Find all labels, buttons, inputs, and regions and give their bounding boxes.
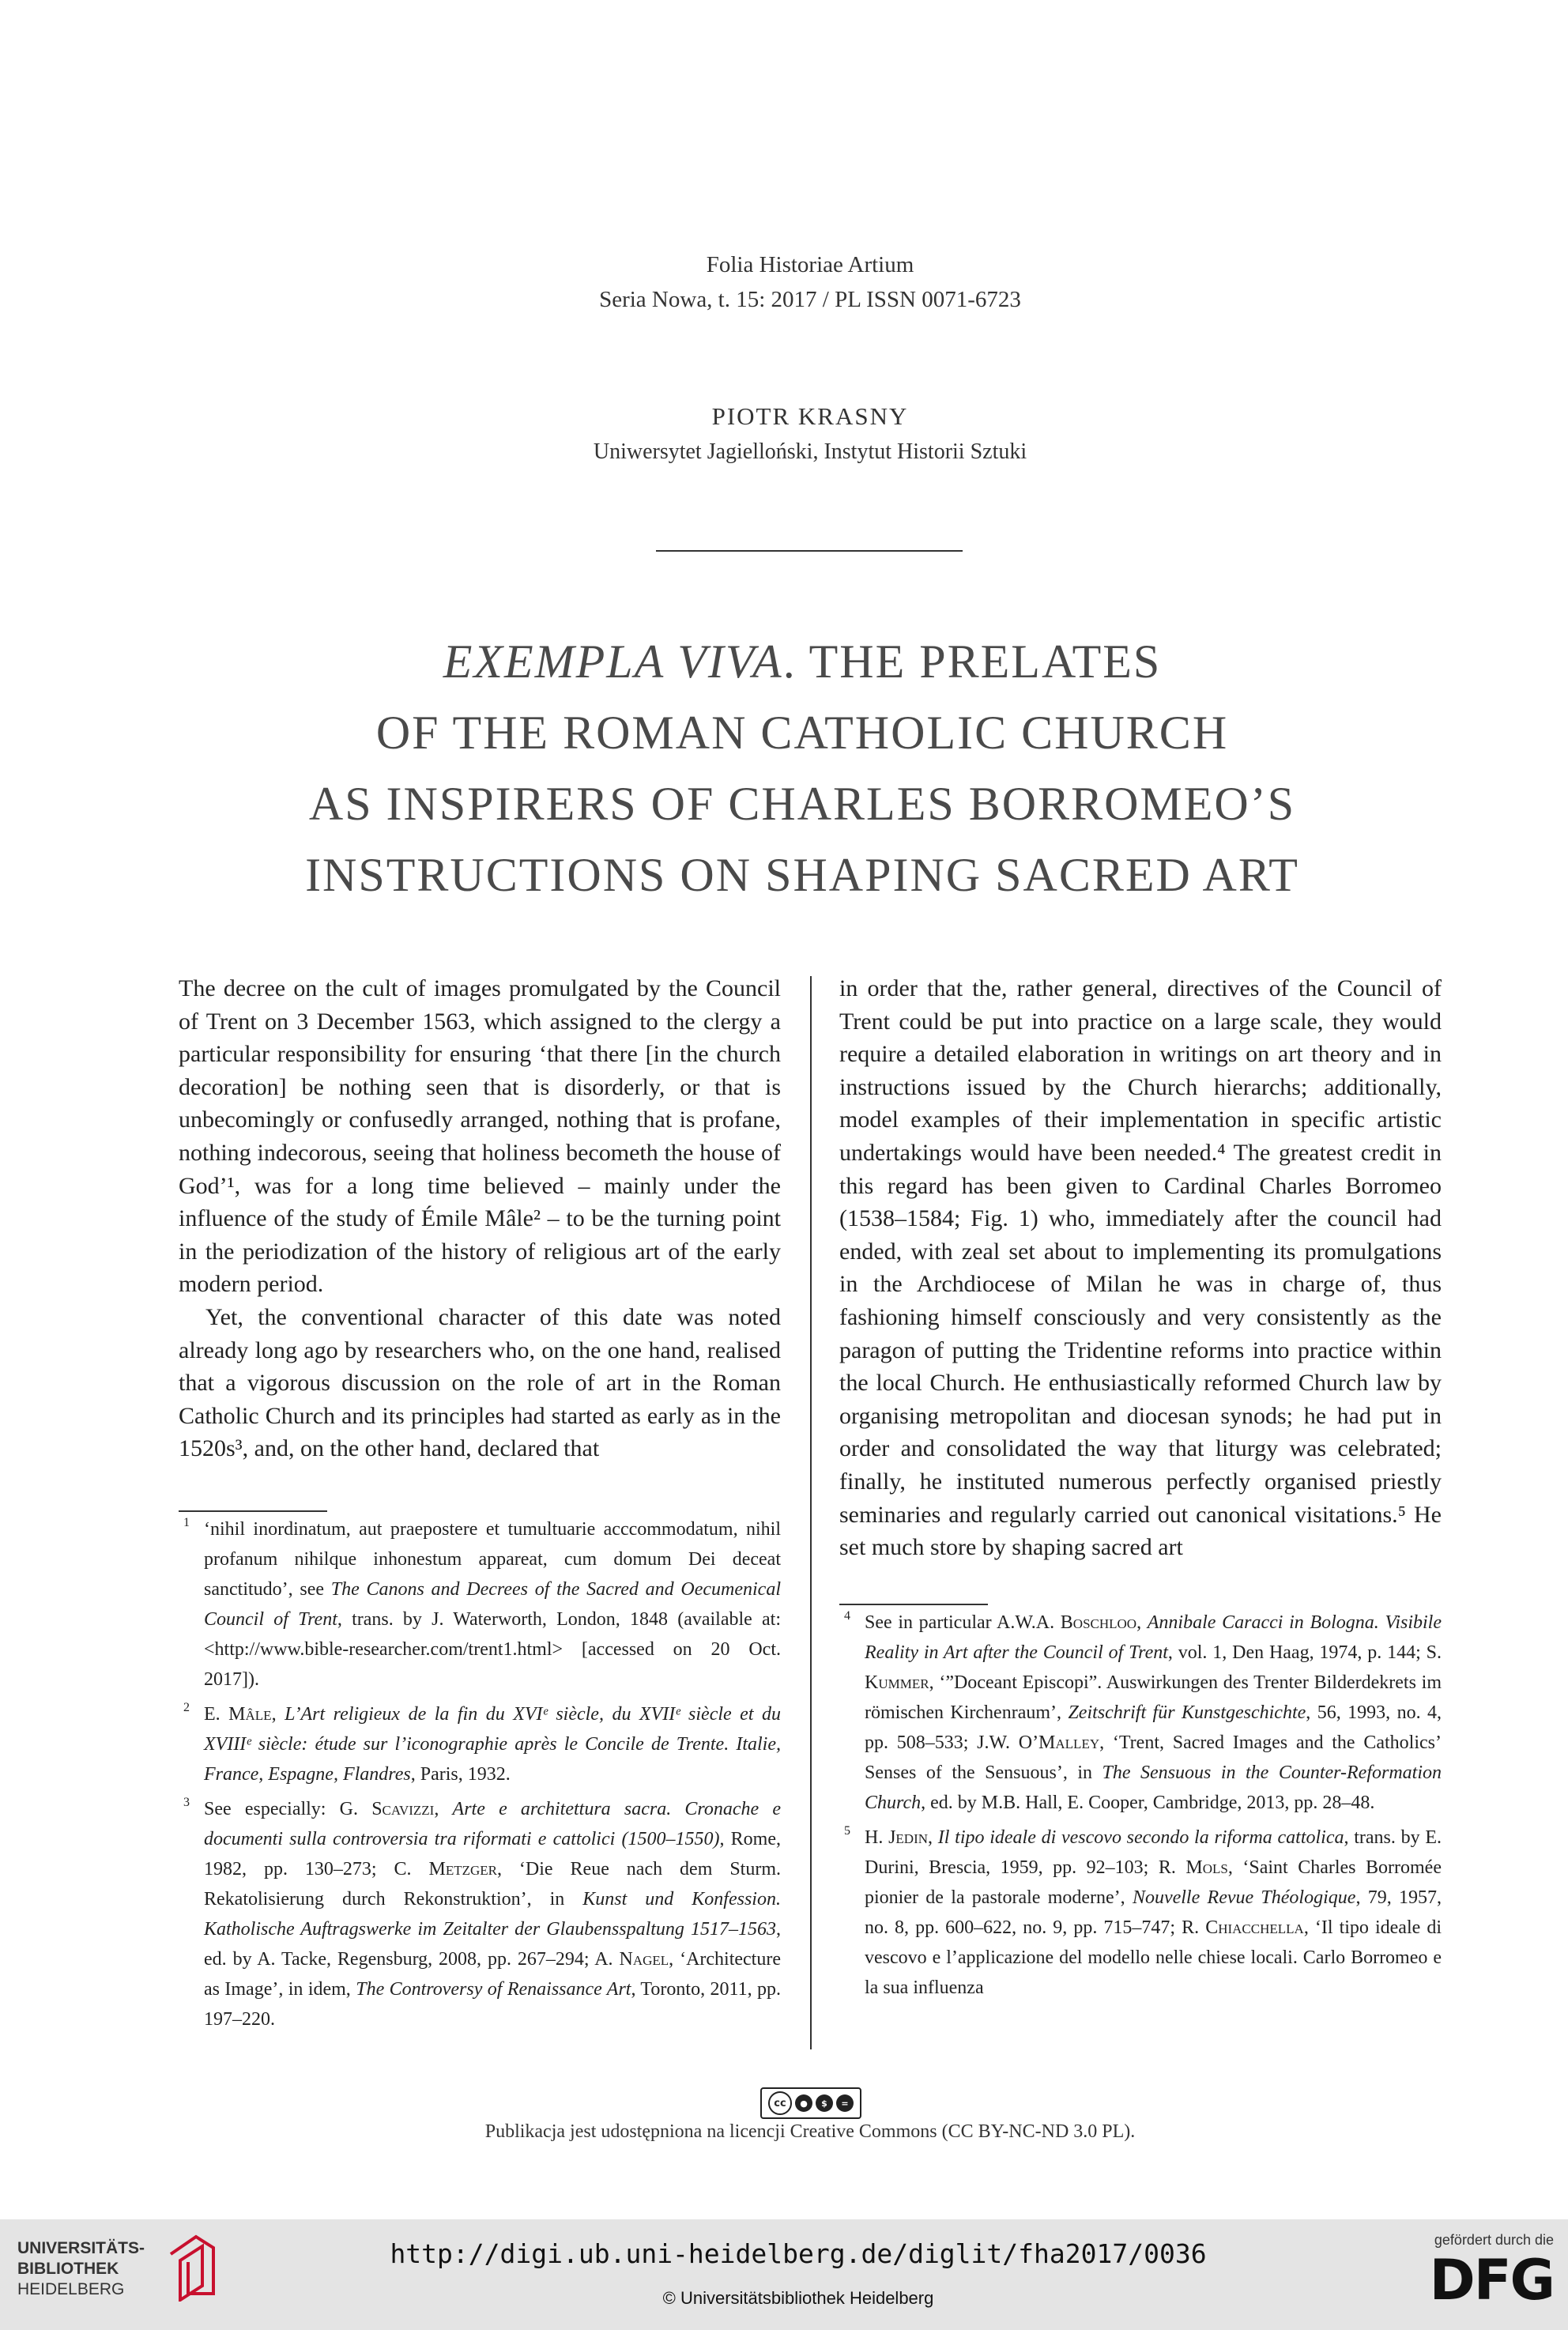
footnotes-right	[839, 1608, 1442, 2008]
footnote-title: Kunst und Konfession. Katholische Auftragswerke im Zeitalter der Glaubensspaltung 1517–1563	[204, 1889, 781, 1940]
footnote-number: 1	[183, 1516, 190, 1529]
cc-license-badge[interactable]	[760, 2087, 861, 2119]
noderivatives-icon: =	[836, 2094, 854, 2112]
footnote-text: , trans. by E. Durini, Brescia, 1959, pp. 92–103; R.	[865, 1827, 1442, 1878]
footnote-text: , ‘Architecture as Image’, in idem,	[204, 1949, 781, 2000]
author-name: PIOTR KRASNY	[711, 402, 909, 430]
footnote-text: E.	[204, 1704, 229, 1725]
logo-line-2: BIBLIOTHEK	[17, 2260, 119, 2278]
footnote-text: , Paris, 1932.	[410, 1764, 511, 1785]
footnote-text: , ‘Saint Charles Borromée pionier de la pastorale moderne’,	[865, 1857, 1442, 1908]
paragraph: Yet, the conventional character of this date was noted already long ago by researchers who, on the one hand, realised that a vigorous discussion on the role of art in the Roman Catholic Church and its principles had started as early as in the 1520s³, and, on the other hand, declared that	[179, 1303, 781, 1462]
footnote-title: Annibale Caracci in Bologna. Visibile Reality in Art after the Council of Trent	[865, 1612, 1442, 1663]
footnote-author: Boschloo	[1060, 1612, 1137, 1633]
footnote-title: L’Art religieux de la fin du XVIᵉ siècle, du XVIIᵉ siècle et du XVIIIᵉ siècle: étude sur l’iconographie après le Concile de Trente. Italie, France, Espagne, Flandres	[204, 1704, 781, 1785]
footnote-text: ,	[928, 1827, 938, 1848]
footnote-author: O’Malley	[1018, 1732, 1100, 1753]
footnote-author: Scavizzi	[371, 1799, 435, 1819]
footnote-number: 4	[844, 1609, 850, 1623]
noncommercial-icon: $	[816, 2094, 833, 2112]
footnote-3	[179, 1794, 781, 2034]
footnote-2	[179, 1699, 781, 1789]
page-url[interactable]: http://digi.ub.uni-heidelberg.de/diglit/fha2017/0036	[390, 2238, 1207, 2269]
title-italic: EXEMPLA VIVA	[443, 635, 783, 688]
dfg-logo[interactable]: DFG	[1429, 2248, 1554, 2313]
journal-header	[0, 247, 1568, 317]
dfg-caption: gefördert durch die	[1434, 2232, 1554, 2248]
footnote-rule	[179, 1510, 327, 1512]
footnote-text: , trans. by J. Waterworth, London, 1848 (available at: <http://www.bible-researcher.com/trent1.html> [accessed on 20 Oct. 2017]).	[204, 1609, 781, 1690]
body-column-right	[839, 972, 1442, 1564]
title-line-1	[0, 626, 1568, 697]
article-title	[0, 626, 1568, 911]
footnotes-left	[179, 1514, 781, 2039]
title-line-3: AS INSPIRERS OF CHARLES BORROMEO’S	[308, 778, 1296, 830]
footnote-text: , ‘Trent, Sacred Images and the Catholics’ Senses of the Sensuous’, in	[865, 1732, 1442, 1783]
paragraph: in order that the, rather general, directives of the Council of Trent could be put into practice on a large scale, they would require a detailed elaboration in writings on art theory and in instructions issued by the Church hierarchs; additionally, model examples of their implementation in specific artistic undertakings would have been needed.⁴ The greatest credit in this regard has been given to Cardinal Charles Borromeo (1538–1584; Fig. 1) who, immediately after the council had ended, with zeal set about to implementing its promulgations in the Archdiocese of Milan he was in charge of, thus fashioning himself consciously and very consistently as the paragon of putting the Tridentine reforms into practice within the local Church. He enthusiastically reformed Church law by organising metropolitan and diocesan synods; he had put in order and consolidated the way that liturgy was celebrated; finally, he instituted numerous perfectly organised priestly seminaries and regularly carried out canonical visitations.⁵ He set much store by shaping sacred art	[839, 975, 1442, 1561]
footer-bar	[0, 2219, 1568, 2330]
author-block	[0, 398, 1568, 469]
paragraph: The decree on the cult of images promulgated by the Council of Trent on 3 December 1563, which assigned to the clergy a particular responsibility for ensuring ‘that there [in the church decoration] be nothing seen that is disorderly, or that is unbecomingly or confusedly arranged, nothing that is profane, nothing indecorous, seeing that holiness becometh the house of God’¹, was for a long time believed – mainly under the influence of the study of Émile Mâle² – to be the turning point in the periodization of the history of religious art of the early modern period.	[179, 975, 781, 1298]
footnote-1	[179, 1514, 781, 1695]
footnote-text: H.	[865, 1827, 889, 1848]
footnote-author: Mols	[1185, 1857, 1228, 1878]
footnote-title: Arte e architettura sacra. Cronache e documenti sulla controversia tra riformati e cattolici (1500–1550)	[204, 1799, 782, 1849]
footnote-rule	[839, 1604, 988, 1605]
footnote-text: ‘nihil inordinatum, aut praepostere et tumultuarie acccommodatum, nihil profanum nihilque inhonestum appareat, cum domum Dei deceat sanctitudo’, see	[204, 1519, 781, 1600]
footnote-text: See in particular A.W.A.	[865, 1612, 1061, 1633]
footnote-text: ,	[434, 1799, 453, 1819]
footnote-title: The Controversy of Renaissance Art	[356, 1979, 631, 2000]
footnote-4	[839, 1608, 1442, 1818]
title-line-4: INSTRUCTIONS ON SHAPING SACRED ART	[305, 849, 1299, 901]
footnote-author: Metzger	[428, 1859, 497, 1879]
column-divider	[810, 976, 812, 2049]
footnote-text: See especially: G.	[204, 1799, 372, 1819]
footnote-author: Chiacchella	[1205, 1917, 1304, 1938]
footnote-title: The Sensuous in the Counter-Reformation Church	[865, 1763, 1442, 1813]
footnote-5	[839, 1823, 1442, 2003]
author-affiliation: Uniwersytet Jagielloński, Instytut Historii Sztuki	[593, 439, 1027, 464]
creative-commons-icon: cc	[768, 2091, 792, 2115]
title-line-1-rest: . THE PRELATES	[782, 635, 1162, 688]
body-column-left	[179, 972, 781, 1465]
footnote-author: Nagel	[619, 1949, 669, 1970]
footnote-number: 5	[844, 1824, 850, 1838]
copyright-notice: © Universitätsbibliothek Heidelberg	[662, 2288, 934, 2308]
footnote-text: , Toronto, 2011, pp. 197–220.	[204, 1979, 781, 2030]
footnote-title: Il tipo ideale di vescovo secondo la riforma cattolica	[937, 1827, 1344, 1848]
footnote-text: , Rome, 1982, pp. 130–273; C.	[204, 1829, 781, 1879]
license-text: Publikacja jest udostępniona na licencji Creative Commons (CC BY-NC-ND 3.0 PL).	[484, 2121, 1136, 2142]
footnote-text: , vol. 1, Den Haag, 1974, p. 144; S.	[1167, 1642, 1442, 1663]
title-line-2: OF THE ROMAN CATHOLIC CHURCH	[375, 707, 1229, 759]
footnote-number: 2	[183, 1701, 190, 1714]
footnote-title: Zeitschrift für Kunstgeschichte	[1068, 1702, 1306, 1723]
journal-series: Seria Nowa, t. 15: 2017 / PL ISSN 0071-6723	[599, 287, 1021, 312]
footnote-number: 3	[183, 1796, 190, 1809]
footnote-text: , ‘Die Reue nach dem Sturm. Rekatolisierung durch Rekonstruktion’, in	[204, 1859, 781, 1910]
attribution-icon: ●	[795, 2094, 812, 2112]
footnote-title: The Canons and Decrees of the Sacred and Oecumenical Council of Trent	[204, 1579, 781, 1630]
footnote-text: , ‘”Doceant Episcopi”. Auswirkungen des Trenter Bilderdekrets im römischen Kirchenraum’,	[865, 1672, 1442, 1723]
footnote-text: ,	[271, 1704, 285, 1725]
logo-line-1: UNIVERSITÄTS-	[17, 2239, 145, 2257]
footnote-text: , ed. by A. Tacke, Regensburg, 2008, pp. 267–294; A.	[204, 1919, 781, 1970]
footnote-title: Nouvelle Revue Théologique	[1132, 1887, 1356, 1908]
footnote-author: Kummer	[865, 1672, 929, 1693]
footnote-author: Jedin	[888, 1827, 929, 1848]
logo-line-3: HEIDELBERG	[17, 2280, 125, 2298]
footnote-text: , ed. by M.B. Hall, E. Cooper, Cambridge, 2013, pp. 28–48.	[921, 1793, 1375, 1813]
journal-name: Folia Historiae Artium	[706, 252, 914, 277]
footnote-text: ,	[1136, 1612, 1148, 1633]
footnote-author: Mâle	[228, 1704, 272, 1725]
footnote-text: , 56, 1993, no. 4, pp. 508–533; J.W.	[865, 1702, 1442, 1753]
separator-rule	[656, 550, 963, 552]
footnote-text: , 79, 1957, no. 8, pp. 600–622, no. 9, pp. 715–747; R.	[865, 1887, 1442, 1938]
footnote-text: , ‘Il tipo ideale di vescovo e l’applicazione del modello nelle chiese locali. Carlo Borromeo e la sua influenza	[865, 1917, 1442, 1998]
